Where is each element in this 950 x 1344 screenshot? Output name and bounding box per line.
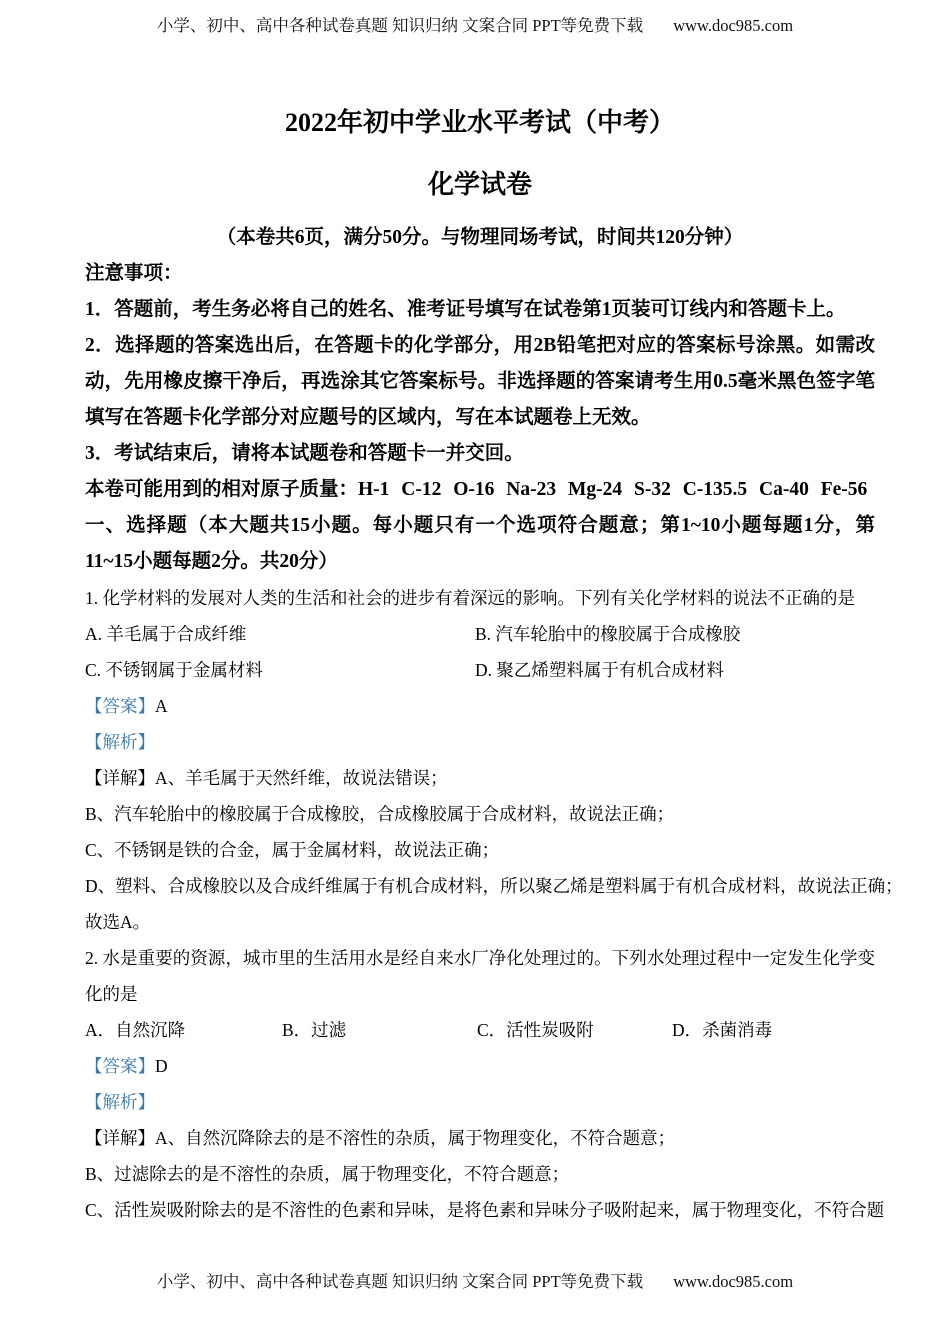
section-heading: 一、选择题（本大题共15小题。每小题只有一个选项符合题意；第1~10小题每题1分，第11~15小题每题2分。共20分）	[85, 515, 875, 572]
footer-text: 小学、初中、高中各种试卷真题 知识归纳 文案合同 PPT等免费下载	[156, 1272, 644, 1291]
question-1-option-b: B. 汽车轮胎中的橡胶属于合成橡胶	[475, 624, 741, 644]
question-1-detail-2: B、汽车轮胎中的橡胶属于合成橡胶，合成橡胶属于合成材料，故说法正确；	[85, 804, 675, 824]
notice-item-3: 3．考试结束后，请将本试题卷和答题卡一并交回。	[85, 443, 524, 464]
question-1-detail-1	[85, 760, 875, 796]
analysis-label: 【解析】	[85, 732, 155, 752]
question-1-conclusion: 故选A。	[85, 912, 151, 932]
atomic-mass-line: 本卷可能用到的相对原子质量：H-1 C-12 O-16 Na-23 Mg-24 S-32 C-135.5 Ca-40 Fe-56	[85, 479, 868, 500]
question-2-answer-value: D	[155, 1056, 168, 1076]
question-1-detail-1-text: A、羊毛属于天然纤维，故说法错误；	[155, 768, 448, 788]
question-2-detail-1	[85, 1120, 875, 1156]
question-1-option-d: D. 聚乙烯塑料属于有机合成材料	[475, 660, 724, 680]
question-1-detail-3: C、不锈钢是铁的合金，属于金属材料，故说法正确；	[85, 840, 500, 860]
question-1	[85, 580, 903, 940]
question-2-option-a: A．自然沉降	[85, 1020, 186, 1040]
question-1-answer-value: A	[155, 696, 168, 716]
notices-heading: 注意事项：	[85, 263, 183, 284]
question-2-answer-line	[85, 1048, 875, 1084]
page-header	[0, 12, 950, 36]
question-2-option-d: D．杀菌消毒	[672, 1020, 773, 1040]
question-2-detail-1-text: A、自然沉降除去的是不溶性的杂质，属于物理变化，不符合题意；	[155, 1128, 676, 1148]
question-1-options	[85, 616, 875, 688]
exam-info-line: （本卷共6页，满分50分。与物理同场考试，时间共120分钟）	[216, 227, 744, 248]
notice-item-2: 2．选择题的答案选出后，在答题卡的化学部分，用2B铅笔把对应的答案标号涂黑。如需改动，先用橡皮擦干净后，再选涂其它答案标号。非选择题的答案请考生用0.5毫米黑色签字笔填写在答题卡化学部分对应题号的区域内，写在本试题卷上无效。	[85, 335, 875, 428]
notice-item-1: 1．答题前，考生务必将自己的姓名、准考证号填写在试卷第1页装可订线内和答题卡上。	[85, 299, 846, 320]
answer-label: 【答案】	[85, 1056, 155, 1076]
question-1-option-c: C. 不锈钢属于金属材料	[85, 660, 263, 680]
exam-subject-title: 化学试卷	[427, 170, 532, 199]
question-2-option-c: C．活性炭吸附	[477, 1020, 594, 1040]
analysis-label: 【解析】	[85, 1092, 155, 1112]
detail-label: 【详解】	[85, 768, 155, 788]
question-2-stem: 2. 水是重要的资源，城市里的生活用水是经自来水厂净化处理过的。下列水处理过程中一定发生化学变化的是	[85, 948, 875, 1004]
question-2-option-b: B．过滤	[282, 1020, 347, 1040]
header-text: 小学、初中、高中各种试卷真题 知识归纳 文案合同 PPT等免费下载	[156, 16, 644, 35]
question-2-analysis-line	[85, 1084, 875, 1120]
header-url: www.doc985.com	[673, 16, 794, 35]
detail-label: 【详解】	[85, 1128, 155, 1148]
question-2-detail-2: B、过滤除去的是不溶性的杂质，属于物理变化，不符合题意；	[85, 1164, 570, 1184]
question-2	[85, 940, 885, 1228]
page-footer	[0, 1268, 950, 1292]
answer-label: 【答案】	[85, 696, 155, 716]
question-2-options	[85, 1012, 875, 1048]
exam-title: 2022年初中学业水平考试（中考）	[284, 108, 675, 137]
question-1-answer-line	[85, 688, 875, 724]
question-1-analysis-line	[85, 724, 875, 760]
document-body	[85, 90, 903, 1228]
question-2-detail-3: C、活性炭吸附除去的是不溶性的色素和异味，是将色素和异味分子吸附起来，属于物理变化，不符合题	[85, 1200, 885, 1220]
footer-url: www.doc985.com	[673, 1272, 794, 1291]
question-1-stem: 1. 化学材料的发展对人类的生活和社会的进步有着深远的影响。下列有关化学材料的说法不正确的是	[85, 588, 855, 608]
question-1-option-a: A. 羊毛属于合成纤维	[85, 624, 247, 644]
question-1-detail-4: D、塑料、合成橡胶以及合成纤维属于有机合成材料，所以聚乙烯是塑料属于有机合成材料，故说法正确；	[85, 876, 903, 896]
